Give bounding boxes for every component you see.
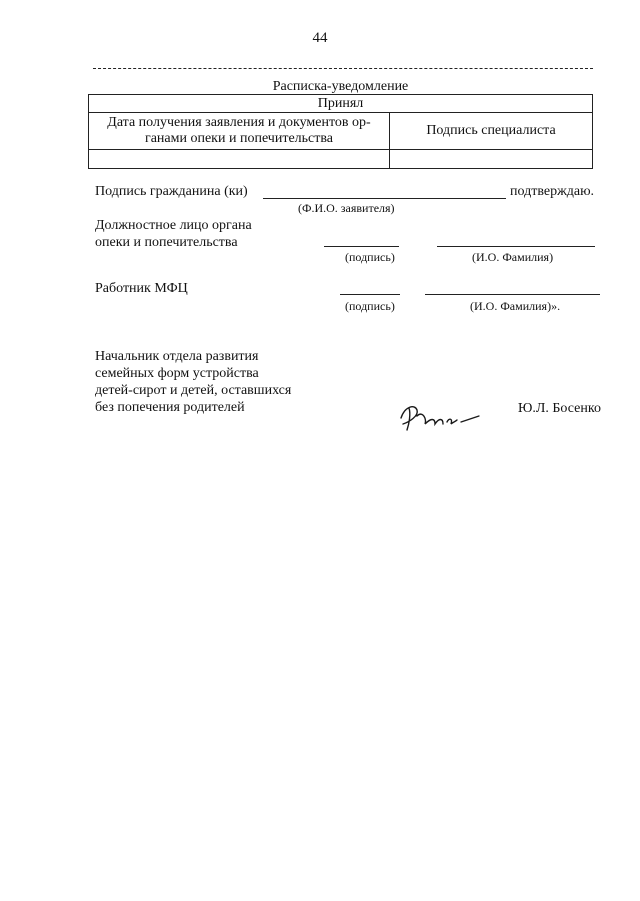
official-label-line2: опеки и попечительства — [95, 235, 238, 250]
signatory-title-line3: детей-сирот и детей, оставшихся — [95, 383, 292, 398]
cut-line-divider — [93, 68, 593, 69]
column-header-signature: Подпись специалиста — [390, 113, 593, 150]
page-number: 44 — [312, 30, 328, 46]
date-cell — [89, 150, 390, 169]
mfc-name-line — [425, 294, 600, 295]
receipt-table — [88, 94, 593, 169]
official-name-line — [437, 246, 595, 247]
column-header-date: Дата получения заявления и документов ор-ганами опеки и попечительства — [89, 113, 390, 150]
receipt-title: Расписка-уведомление — [272, 79, 409, 94]
citizen-name-line — [263, 198, 506, 199]
confirm-text: подтверждаю. — [510, 184, 595, 199]
mfc-worker-label: Работник МФЦ — [95, 281, 188, 296]
official-signature-line — [324, 246, 399, 247]
signatory-title-line1: Начальник отдела развития — [95, 349, 259, 364]
handwritten-signature — [395, 400, 485, 434]
mfc-name-caption: (И.О. Фамилия)». — [470, 299, 561, 313]
official-label-line1: Должностное лицо органа — [95, 218, 252, 233]
signatory-name: Ю.Л. Босенко — [518, 401, 601, 416]
citizen-signature-label: Подпись гражданина (ки) — [95, 184, 248, 199]
official-signature-caption: (подпись) — [345, 250, 395, 264]
mfc-signature-line — [340, 294, 400, 295]
signatory-title-line2: семейных форм устройства — [95, 366, 259, 381]
applicant-name-caption: (Ф.И.О. заявителя) — [298, 201, 395, 215]
signatory-title-line4: без попечения родителей — [95, 400, 245, 415]
mfc-signature-caption: (подпись) — [345, 299, 395, 313]
signature-cell — [390, 150, 593, 169]
accepted-header: Принял — [89, 95, 593, 113]
official-name-caption: (И.О. Фамилия) — [472, 250, 554, 264]
